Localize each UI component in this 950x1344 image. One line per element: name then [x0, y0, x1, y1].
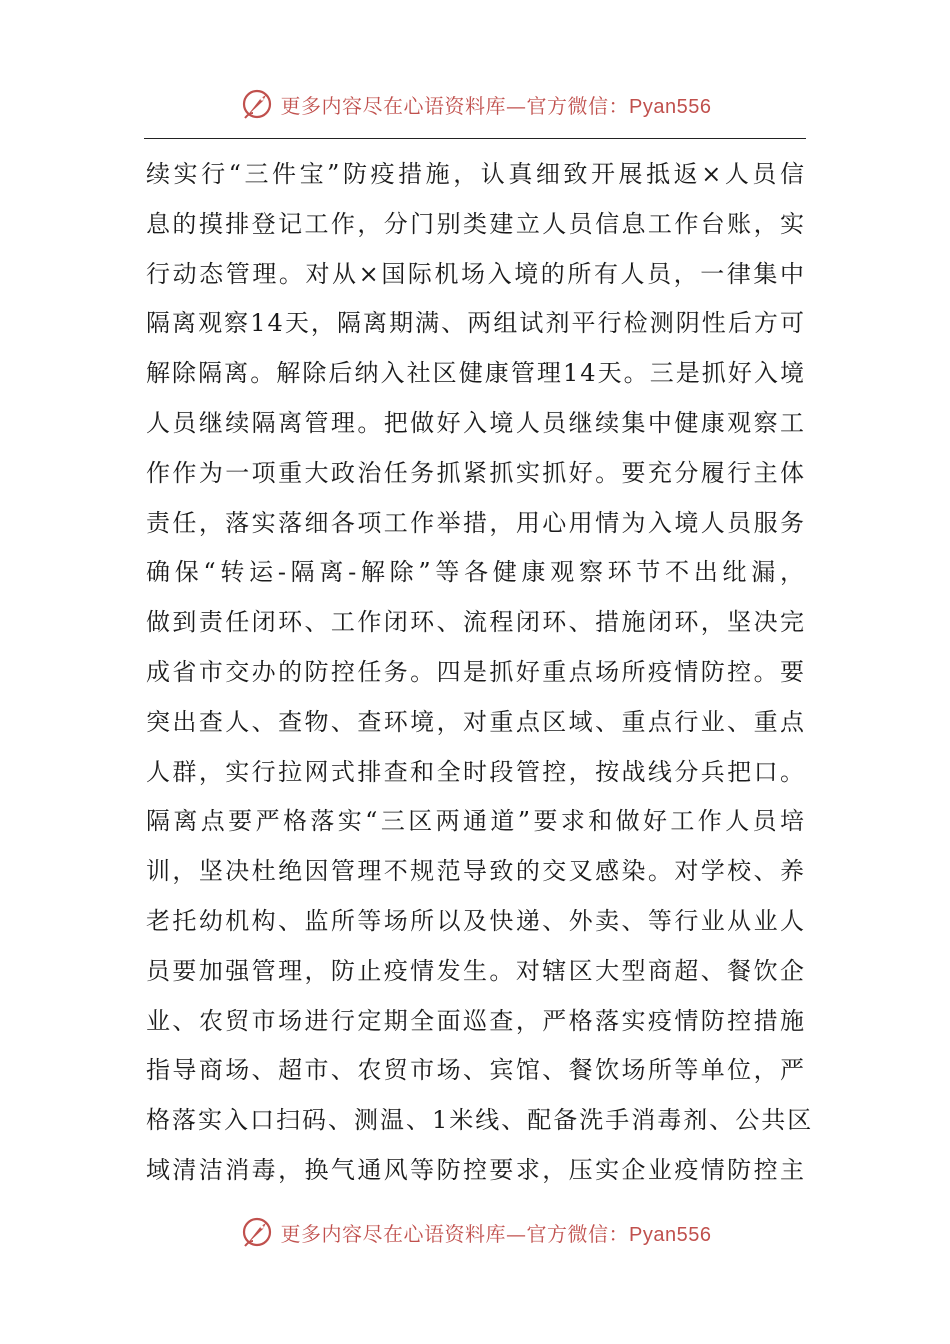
text-line: 域清洁消毒，换气通风等防控要求，压实企业疫情防控主	[146, 1155, 806, 1184]
text-line: 业、农贸市场进行定期全面巡查，严格落实疫情防控措施	[146, 1006, 806, 1035]
document-body	[146, 150, 814, 1196]
text-line: 作作为一项重大政治任务抓紧抓实抓好。要充分履行主体	[146, 458, 806, 487]
footer-wechat-id: Pyan556	[629, 1223, 712, 1246]
text-line: 续实行“三件宝”防疫措施，认真细致开展抵返×人员信	[146, 160, 806, 188]
text-line: 责任，落实落细各项工作举措，用心用情为入境人员服务	[146, 508, 806, 537]
text-line: 人群，实行拉网式排查和全时段管控，按战线分兵把口。	[146, 757, 806, 786]
pen-nib-logo-icon	[239, 1214, 275, 1250]
text-line: 员要加强管理，防止疫情发生。对辖区大型商超、餐饮企	[146, 956, 806, 985]
text-line: 隔离观察14天，隔离期满、两组试剂平行检测阴性后方可	[146, 309, 806, 338]
text-line: 息的摸排登记工作，分门别类建立人员信息工作台账，实	[146, 209, 806, 238]
text-line: 行动态管理。对从×国际机场入境的所有人员，一律集中	[146, 259, 806, 288]
text-line: 隔离点要严格落实“三区两通道”要求和做好工作人员培	[146, 807, 806, 836]
footer-banner-label: 更多内容尽在心语资料库—官方微信：	[280, 1221, 630, 1246]
header-banner	[0, 84, 950, 124]
text-line: 做到责任闭环、工作闭环、流程闭环、措施闭环，坚决完	[146, 608, 806, 637]
text-line: 训，坚决杜绝因管理不规范导致的交叉感染。对学校、养	[146, 857, 806, 886]
text-line: 解除隔离。解除后纳入社区健康管理14天。三是抓好入境	[146, 359, 806, 388]
header-divider	[144, 138, 806, 139]
footer-banner-text	[281, 1218, 712, 1247]
text-line: 格落实入口扫码、测温、1米线、配备洗手消毒剂、公共区	[146, 1106, 814, 1135]
pen-nib-logo-icon	[239, 86, 275, 122]
header-wechat-id: Pyan556	[629, 95, 712, 118]
text-line: 确保“转运-隔离-解除”等各健康观察环节不出纰漏，	[146, 558, 806, 587]
text-line: 突出查人、查物、查环境，对重点区域、重点行业、重点	[146, 707, 806, 736]
header-banner-label: 更多内容尽在心语资料库—官方微信：	[280, 93, 630, 118]
text-line: 人员继续隔离管理。把做好入境人员继续集中健康观察工	[146, 408, 806, 437]
text-line: 成省市交办的防控任务。四是抓好重点场所疫情防控。要	[146, 657, 806, 686]
footer-banner	[0, 1212, 950, 1252]
text-line: 老托幼机构、监所等场所以及快递、外卖、等行业从业人	[146, 906, 806, 935]
text-line: 指导商场、超市、农贸市场、宾馆、餐饮场所等单位，严	[146, 1056, 806, 1085]
header-banner-text	[281, 90, 712, 119]
